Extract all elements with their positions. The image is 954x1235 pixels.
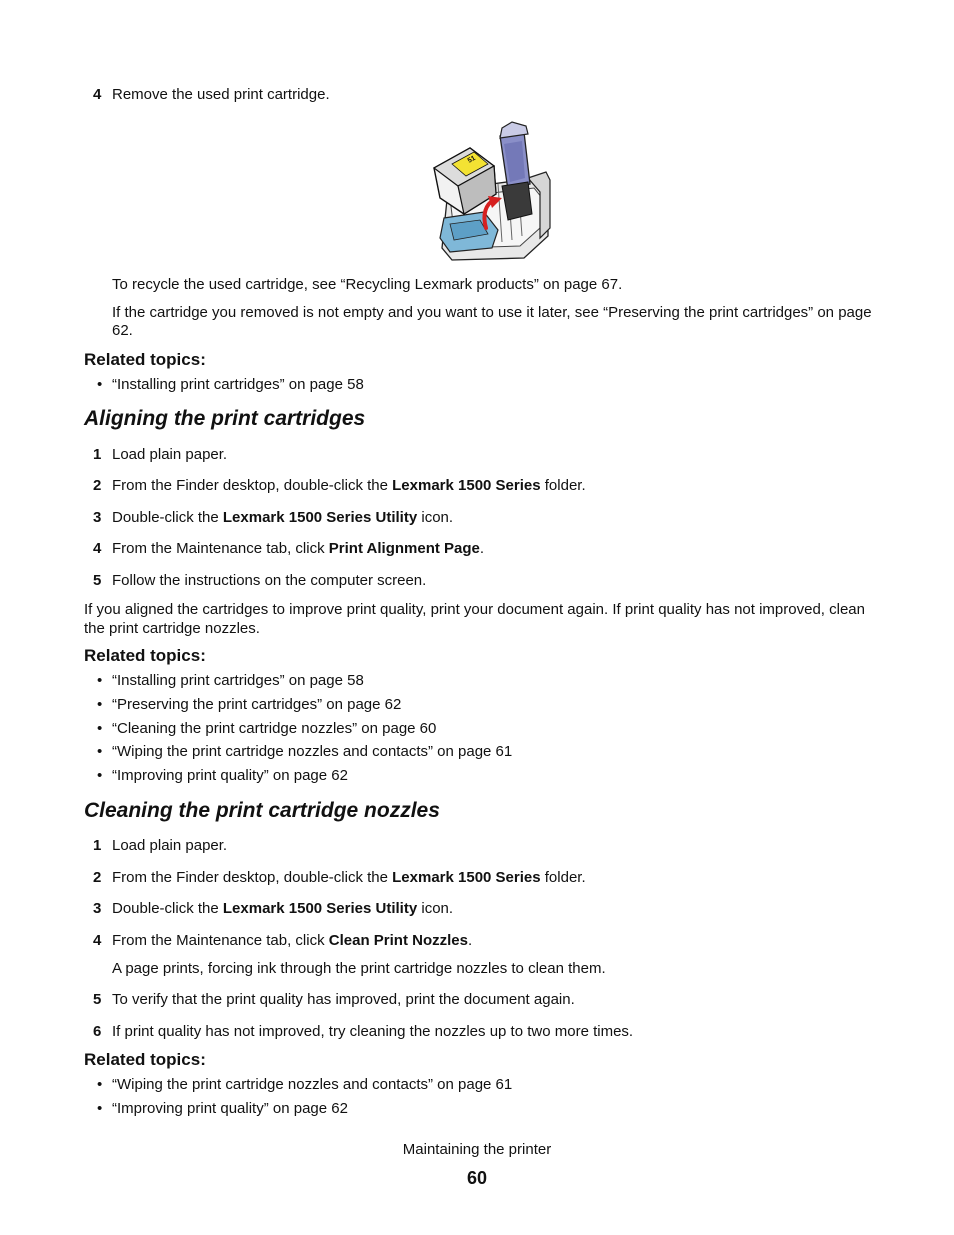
step-number: 5 [93, 572, 102, 589]
related-topics-heading: Related topics: [84, 1050, 206, 1069]
related-topic-link[interactable]: “Improving print quality” on page 62 [112, 1100, 348, 1117]
related-topic-link[interactable]: “Wiping the print cartridge nozzles and contacts” on page 61 [112, 1076, 513, 1093]
related-topic-link[interactable]: “Cleaning the print cartridge nozzles” on page 60 [112, 720, 437, 737]
cartridge-label: 51 [466, 154, 477, 165]
step-number: 5 [93, 991, 102, 1008]
preserve-paragraph: If the cartridge you removed is not empty and you want to use it later, see “Preserving the print cartridges” on page 62. [112, 304, 872, 339]
related-topic-link[interactable]: “Installing print cartridges” on page 58 [112, 376, 364, 393]
step-text: Double-click the Lexmark 1500 Series Utility icon. [112, 900, 454, 917]
bullet-icon: • [97, 672, 103, 689]
step-number: 4 [93, 932, 102, 949]
step-text: Follow the instructions on the computer screen. [112, 572, 427, 589]
bullet-icon: • [97, 720, 103, 737]
related-topic-link[interactable]: “Preserving the print cartridges” on page 62 [112, 696, 402, 713]
step-number: 4 [93, 540, 102, 557]
step-text: Double-click the Lexmark 1500 Series Utility icon. [112, 509, 454, 526]
step-number: 2 [93, 477, 102, 494]
step-note: A page prints, forcing ink through the print cartridge nozzles to clean them. [112, 960, 606, 977]
step-text: To verify that the print quality has improved, print the document again. [112, 991, 575, 1008]
bullet-icon: • [97, 743, 103, 760]
related-topics-heading: Related topics: [84, 350, 206, 369]
step-number: 2 [93, 869, 102, 886]
bullet-icon: • [97, 696, 103, 713]
step-text: From the Maintenance tab, click Print Alignment Page. [112, 540, 485, 557]
step-text: Load plain paper. [112, 837, 228, 854]
step-text: Remove the used print cartridge. [112, 86, 330, 103]
step-number: 4 [93, 86, 102, 103]
page-number: 60 [466, 1168, 488, 1188]
bullet-icon: • [97, 767, 103, 784]
step-text: From the Finder desktop, double-click the Lexmark 1500 Series folder. [112, 477, 586, 494]
section-title: Cleaning the print cartridge nozzles [84, 799, 440, 822]
footer-section-name: Maintaining the printer [402, 1141, 552, 1158]
alignment-note: If you aligned the cartridges to improve print quality, print your document again. If print quality has not improved, clean the print cartridge nozzles. [84, 601, 865, 637]
section-title: Aligning the print cartridges [84, 407, 366, 430]
related-topic-link[interactable]: “Wiping the print cartridge nozzles and contacts” on page 61 [112, 743, 513, 760]
bullet-icon: • [97, 1100, 103, 1117]
recycle-paragraph: To recycle the used cartridge, see “Recycling Lexmark products” on page 67. [112, 276, 623, 293]
related-topic-link[interactable]: “Improving print quality” on page 62 [112, 767, 348, 784]
related-topic-link[interactable]: “Installing print cartridges” on page 58 [112, 672, 364, 689]
step-text: Load plain paper. [112, 446, 228, 463]
step-number: 1 [93, 837, 102, 854]
related-topics-heading: Related topics: [84, 646, 206, 665]
step-number: 3 [93, 900, 102, 917]
step-text: If print quality has not improved, try cleaning the nozzles up to two more times. [112, 1023, 634, 1040]
bullet-icon: • [97, 1076, 103, 1093]
remove-cartridge-illustration [428, 118, 554, 264]
step-text: From the Maintenance tab, click Clean Print Nozzles. [112, 932, 473, 949]
bullet-icon: • [97, 376, 103, 393]
step-text: From the Finder desktop, double-click the Lexmark 1500 Series folder. [112, 869, 586, 886]
step-number: 3 [93, 509, 102, 526]
step-number: 6 [93, 1023, 102, 1040]
step-number: 1 [93, 446, 102, 463]
